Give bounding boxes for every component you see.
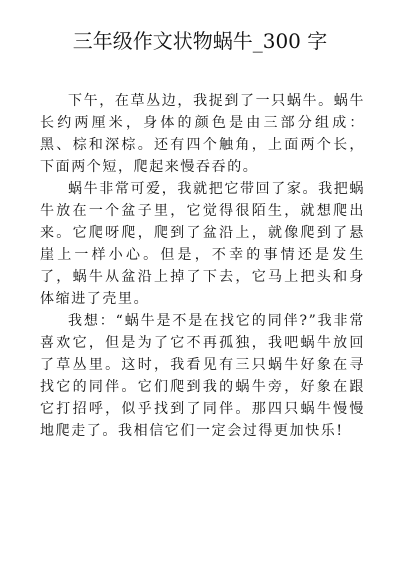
paragraph-2: 蜗牛非常可爱，我就把它带回了家。我把蜗牛放在一个盆子里，它觉得很陌生，就想爬出来。它爬呀爬，爬到了盆沿上，就像爬到了悬崖上一样小心。但是，不幸的事情还是发生了，蜗牛从盆沿上掉了下去，它马上把头和身体缩进了壳里。 <box>40 181 365 307</box>
page-title: 三年级作文状物蜗牛_300 字 <box>72 29 328 54</box>
essay-body <box>40 90 365 442</box>
paragraph-1: 下午，在草丛边，我捉到了一只蜗牛。蜗牛长约两厘米，身体的颜色是由三部分组成：黑、棕和深棕。还有四个触角，上面两个长，下面两个短，爬起来慢吞吞的。 <box>40 93 365 175</box>
paragraph-3: 我想：“蜗牛是不是在找它的同伴?”我非常喜欢它，但是为了它不再孤独，我吧蜗牛放回了草丛里。这时，我看见有三只蜗牛好象在寻找它的同伴。它们爬到我的蜗牛旁，好象在跟它打招呼，似乎找到了同伴。那四只蜗牛慢慢地爬走了。我相信它们一定会过得更加快乐! <box>40 313 365 439</box>
